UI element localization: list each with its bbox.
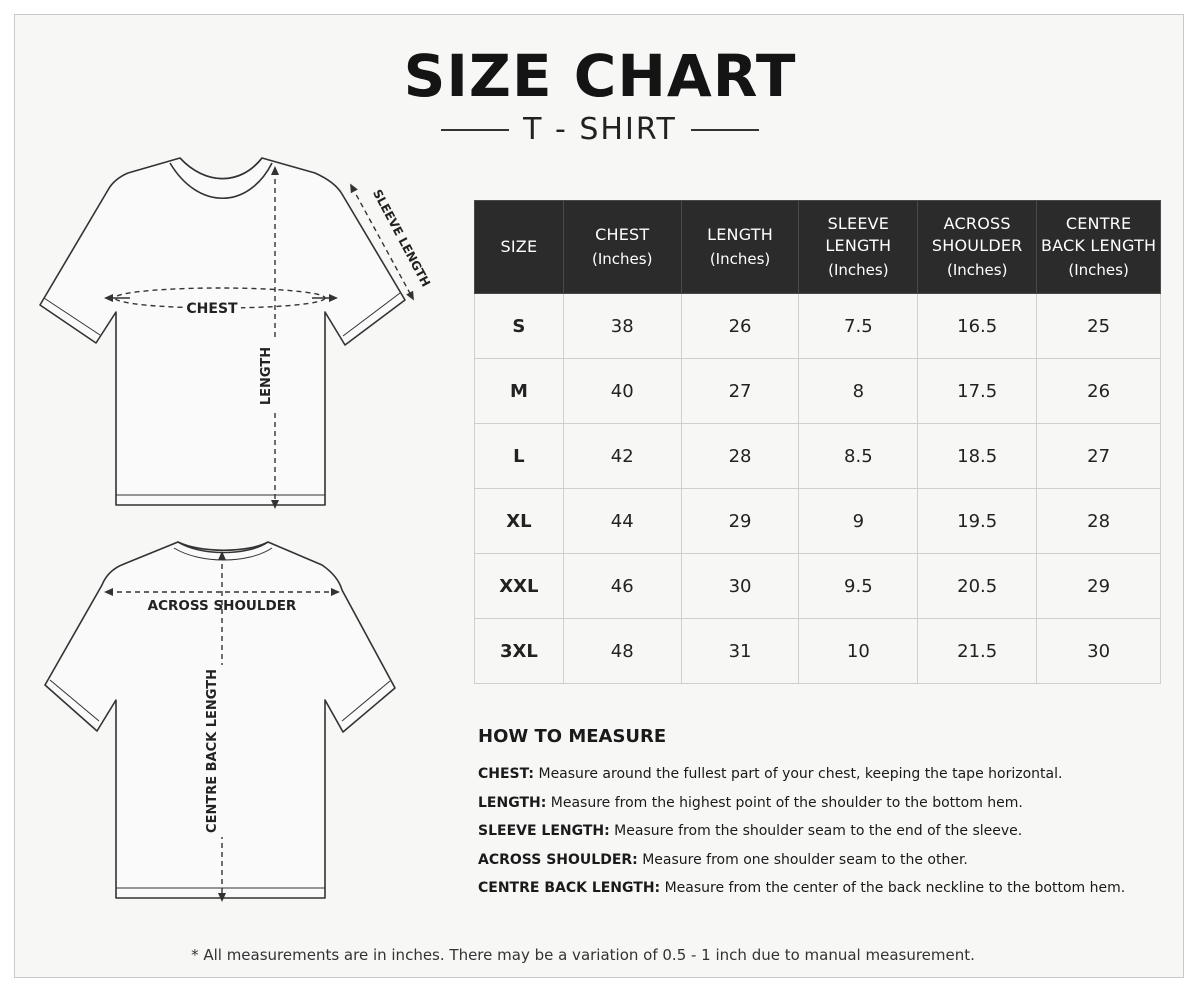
centre-back-length-cell: 29	[1037, 554, 1161, 619]
measurement-footnote: * All measurements are in inches. There may be a variation of 0.5 - 1 inch due to manual measurement.	[191, 946, 975, 964]
sleeve-diagram-label: SLEEVE LENGTH	[369, 187, 434, 290]
across-shoulder-cell: 21.5	[918, 619, 1037, 684]
chest-cell: 40	[563, 359, 681, 424]
centre-back-length-cell: 28	[1037, 489, 1161, 554]
length-cell: 26	[681, 294, 799, 359]
across-shoulder-diagram-label: ACROSS SHOULDER	[147, 598, 297, 614]
measure-term: CHEST:	[478, 766, 535, 782]
measure-term: SLEEVE LENGTH:	[478, 823, 610, 839]
length-cell: 27	[681, 359, 799, 424]
size-cell: XXL	[475, 554, 564, 619]
header-sleeve-length: SLEEVE LENGTH (Inches)	[799, 201, 918, 294]
table-header-row	[475, 201, 1161, 294]
sleeve-length-cell: 8	[799, 359, 918, 424]
length-cell: 28	[681, 424, 799, 489]
measure-item-across-shoulder	[478, 846, 1158, 875]
across-shoulder-cell: 17.5	[918, 359, 1037, 424]
sleeve-length-cell: 7.5	[799, 294, 918, 359]
table-row	[475, 619, 1161, 684]
table-row	[475, 489, 1161, 554]
header-chest: CHEST (Inches)	[563, 201, 681, 294]
measure-item-chest	[478, 760, 1158, 789]
chest-diagram-label: CHEST	[186, 301, 238, 317]
centre-back-diagram-label: CENTRE BACK LENGTH	[205, 669, 220, 833]
chest-cell: 48	[563, 619, 681, 684]
measure-text: Measure from the highest point of the shoulder to the bottom hem.	[550, 794, 1023, 811]
across-shoulder-cell: 20.5	[918, 554, 1037, 619]
size-cell: M	[475, 359, 564, 424]
length-cell: 30	[681, 554, 799, 619]
centre-back-length-cell: 27	[1037, 424, 1161, 489]
header-across-shoulder: ACROSS SHOULDER (Inches)	[918, 201, 1037, 294]
sleeve-length-cell: 10	[799, 619, 918, 684]
length-diagram-label: LENGTH	[259, 346, 274, 406]
measure-term: ACROSS SHOULDER:	[478, 851, 638, 868]
centre-back-length-cell: 25	[1037, 294, 1161, 359]
how-to-measure-section	[478, 724, 1158, 903]
chest-cell: 44	[563, 489, 681, 554]
size-cell: XL	[475, 489, 564, 554]
table-row	[475, 554, 1161, 619]
table-row	[475, 294, 1161, 359]
size-cell: S	[475, 294, 564, 359]
across-shoulder-cell: 16.5	[918, 294, 1037, 359]
measure-text: Measure from the shoulder seam to the end of the sleeve.	[614, 823, 1023, 839]
measure-term: LENGTH:	[478, 794, 547, 811]
header-size: SIZE	[475, 201, 564, 294]
centre-back-length-cell: 26	[1037, 359, 1161, 424]
measure-text: Measure around the fullest part of your chest, keeping the tape horizontal.	[538, 766, 1063, 782]
centre-back-length-cell: 30	[1037, 619, 1161, 684]
table-row	[475, 359, 1161, 424]
measure-text: Measure from one shoulder seam to the other.	[642, 851, 968, 868]
sleeve-length-cell: 8.5	[799, 424, 918, 489]
header-length: LENGTH (Inches)	[681, 201, 799, 294]
size-cell: 3XL	[475, 619, 564, 684]
how-to-measure-title: HOW TO MEASURE	[478, 726, 667, 747]
length-cell: 29	[681, 489, 799, 554]
tshirt-front-illustration	[40, 158, 405, 505]
chest-cell: 46	[563, 554, 681, 619]
measure-item-sleeve-length	[478, 817, 1158, 846]
measure-item-centre-back-length	[478, 874, 1158, 903]
chest-cell: 42	[563, 424, 681, 489]
measure-text: Measure from the center of the back neckline to the bottom hem.	[664, 880, 1126, 896]
sleeve-length-cell: 9.5	[799, 554, 918, 619]
chest-cell: 38	[563, 294, 681, 359]
table-row	[475, 424, 1161, 489]
header-centre-back-length: CENTRE BACK LENGTH (Inches)	[1037, 201, 1161, 294]
across-shoulder-cell: 19.5	[918, 489, 1037, 554]
size-cell: L	[475, 424, 564, 489]
size-table	[474, 200, 1161, 684]
measure-term: CENTRE BACK LENGTH:	[478, 880, 661, 896]
page-title: SIZE CHART	[403, 42, 797, 110]
measure-item-length	[478, 789, 1158, 818]
page-subtitle: T - SHIRT	[523, 112, 677, 147]
sleeve-length-cell: 9	[799, 489, 918, 554]
length-cell: 31	[681, 619, 799, 684]
across-shoulder-cell: 18.5	[918, 424, 1037, 489]
